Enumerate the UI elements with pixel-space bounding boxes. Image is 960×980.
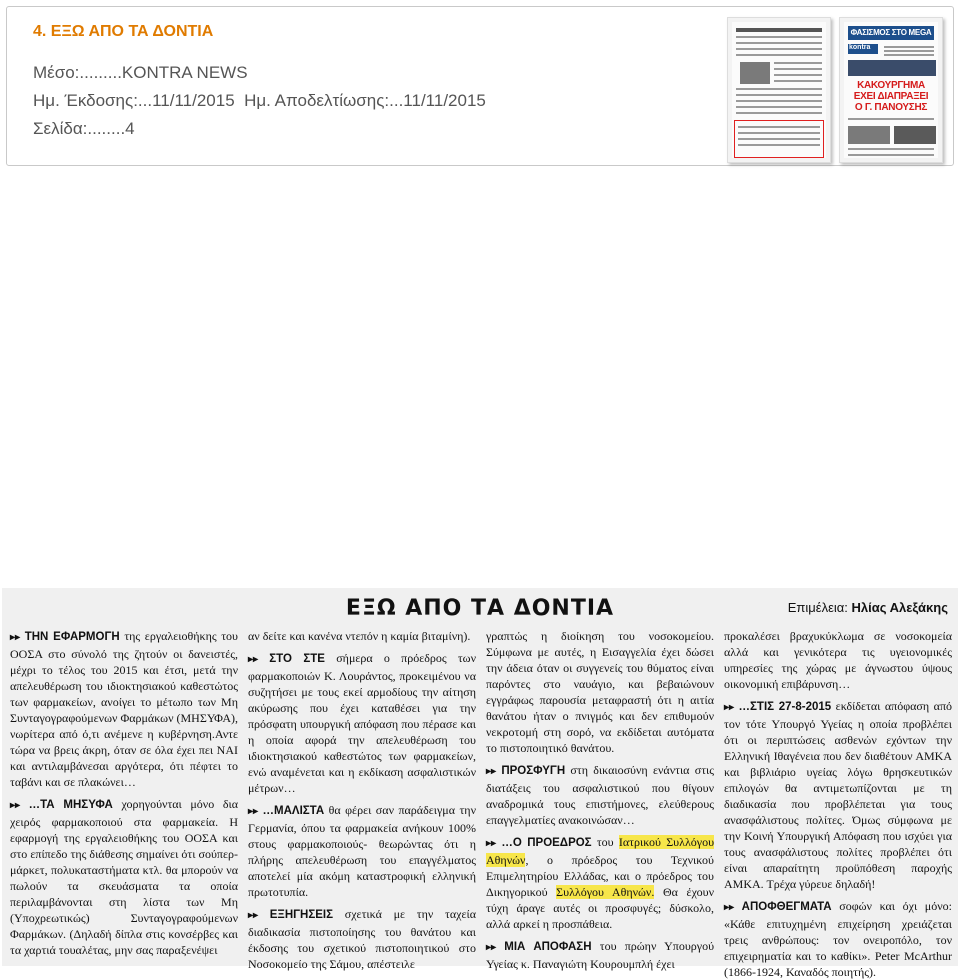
clipping-info-card (6, 6, 954, 166)
paragraph-lead: …Ο ΠΡΟΕΔΡΟΣ (501, 837, 592, 849)
article-title: 4. ΕΞΩ ΑΠΟ ΤΑ ΔΟΝΤΙΑ (33, 23, 214, 40)
page-thumbnail-image (732, 22, 826, 158)
paragraph (724, 898, 952, 980)
paragraph-lead: …ΜΑΛΙΣΤΑ (262, 805, 325, 817)
paragraph-lead: ΕΞΗΓΗΣΕΙΣ (269, 909, 334, 921)
paragraph (10, 628, 238, 790)
paragraph-lead: ΠΡΟΣΦΥΓΗ (501, 765, 566, 777)
paragraph-lead: ΜΙΑ ΑΠΟΦΑΣΗ (504, 941, 592, 953)
bullet-arrow-icon: ▸▸ (10, 632, 21, 643)
page-number: Σελίδα:........4 (33, 119, 135, 138)
paragraph (486, 628, 714, 756)
bullet-arrow-icon: ▸▸ (486, 838, 497, 849)
paragraph-text: σχετικά με την ταχεία διαδικασία πιστοποίησης του θανάτου και έκδοσης του σχετικού πιστοποιητικού στο Νοσοκομείο της Σάμου, απέστειλε (248, 907, 476, 971)
front-page-headline (848, 80, 934, 113)
front-page-thumbnail[interactable] (839, 17, 943, 163)
front-page-masthead: ΦΑΣΙΣΜΟΣ ΣΤΟ MEGA (848, 26, 934, 40)
publication-dates: Ημ. Έκδοσης:...11/11/2015 Ημ. Αποδελτίωσης:...11/11/2015 (33, 91, 486, 110)
bullet-arrow-icon: ▸▸ (724, 902, 735, 913)
bullet-arrow-icon: ▸▸ (248, 654, 259, 665)
highlighted-keyword: Ιατρικού Συλλόγου Αθηνών (486, 835, 715, 867)
front-headline-line: ΕΧΕΙ ΔΙΑΠΡΑΞΕΙ (853, 91, 929, 102)
editor-label: Επιμέλεια: (787, 600, 848, 615)
paragraph-text: του (596, 835, 614, 849)
clipping-editor (788, 600, 948, 615)
paragraph (486, 762, 714, 828)
paragraph-lead: ΑΠΟΦΘΕΓΜΑΤΑ (741, 901, 832, 913)
page-thumbnail[interactable] (727, 17, 831, 163)
paragraph-text: , ο πρόεδρος του Τεχνικού Επιμελητηρίου Ελλάδας, και ο πρόεδρος του Δικηγορικού (486, 853, 714, 899)
paragraph (248, 650, 476, 796)
paragraph (248, 906, 476, 972)
paragraph-text: χορηγούνται μόνο δια χειρός φαρμακοποιού στα φαρμακεία. Η εφαρμογή της εργαλειοθήκης του ΟΟΣΑ και στο επίπεδο της διάθεσης σημαίνει ότι σούπερ-μάρκετ, πολυκαταστήματα κτλ. θα μπορούν να πωλούν τα σκευάσματα τα οποία περιλαμβάνονται στη λίστα των Μη (Υποχρεωτικώς) Συνταγογραφούμενων Φαρμάκων. (Δηλαδή δίπλα στις κονσέρβες και τα χαρτιά τουαλέτας, μην σας παραξενέψει (10, 797, 238, 957)
front-page-image (844, 22, 938, 158)
clipping-title: ΕΞΩ ΑΠΟ ΤΑ ΔΟΝΤΙΑ (345, 596, 615, 621)
paragraph (248, 628, 476, 644)
bullet-arrow-icon: ▸▸ (486, 766, 497, 777)
paragraph (724, 628, 952, 692)
paragraph-text: σήμερα ο πρόεδρος των φαρμακοποιών Κ. Λουράντος, προκειμένου να συζητήσει με τους εκεί αρμοδίους την αίτηση ακύρωσης που έχει καταθέσει για την πρόσφατη υπουργική απόφαση που πέρασε και η οποία αφορά την απελευθέρωση του ιδιοκτησιακού καθεστώτος των φαρμακείων, ενώ αναμένεται και η εκδίκαση ασφαλιστικών μέτρων… (248, 651, 477, 795)
paragraph (10, 796, 238, 958)
paragraph (724, 698, 952, 892)
front-headline-line: ΚΑΚΟΥΡΓΗΜΑ (857, 80, 925, 91)
media-source: Μέσο:.........KONTRA NEWS (33, 63, 248, 82)
paragraph-text: θα φέρει σαν παράδειγμα την Γερμανία, όπου τα φαρμακεία ανήκουν 100% στους φαρμακοποιούς- θεωρώντας ότι η πλήρης απελευθέρωση του επαγγέλματος αποτελεί μία ακόμη καταστροφική ελληνική πρωτοτυπία. (248, 803, 477, 899)
bullet-arrow-icon: ▸▸ (248, 806, 259, 817)
clipping-column-4 (724, 628, 952, 980)
paragraph-lead: …ΤΑ ΜΗΣΥΦΑ (28, 799, 113, 811)
clipping-column-2 (248, 628, 476, 972)
paragraph (486, 834, 714, 932)
paragraph-text: Θα έχουν τύχη άραγε αυτές οι προσφυγές; δύσκολο, αλλά αρκεί η προσπάθεια. (486, 885, 715, 931)
bullet-arrow-icon: ▸▸ (10, 800, 21, 811)
paragraph-text: γραπτώς η διοίκηση του νοσοκομείου. Σύμφωνα με αυτές, η Εισαγγελία έχει δώσει την άδεια όταν οι συγγενείς του θύματος είναι παρόντες στο ναυάγιο, και βεβαιώνουν εγγράφως παρουσία μεταφραστή ότι η αιτία θανάτου ήταν ο πνιγμός και δεν επιθυμούν νεκροτομή στη σορό, να εκδίδεται αυτόματα το πιστοποιητικό θανάτου. (486, 629, 714, 755)
paragraph-text: του πρώην Υπουργού Υγείας κ. Παναγιώτη Κουρουμπλή έχει (486, 939, 715, 971)
paragraph-text: αν δείτε και κανένα ντεπόν η καμία βιταμίνη). (248, 629, 471, 643)
paragraph-lead: …ΣΤΙΣ 27-8-2015 (738, 701, 832, 713)
paragraph-text: της εργαλειοθήκης του ΟΟΣΑ στο σύνολό της ζητούν οι δανειστές, μέχρι το τέλος του 2015 και έτσι, μετά την απελευθέρωση του ιδιοκτησιακού καθεστώτος των φαρμακείων, ανοίγει το μέτωπο των Μη Συνταγογραφούμενων Φαρμάκων (ΜΗΣΥΦΑ), νωρίτερα από ό,τι ανέμενε η κυβέρνηση.Αντε τώρα να βρεις άκρη, όταν σε όλα έχει πει ΝΑΙ και αντιλαμβάνεσαι αργότερα, ότι πέφτει το ταβάνι και σε πλακώνει… (10, 629, 238, 789)
newspaper-clipping (2, 588, 958, 979)
bullet-arrow-icon: ▸▸ (486, 942, 497, 953)
paragraph (248, 802, 476, 900)
paragraph-lead: ΤΗΝ ΕΦΑΡΜΟΓΗ (24, 631, 120, 643)
paragraph-text: σοφών και όχι μόνο: «Κάθε επιτυχημένη επιχείρηση χρειάζεται τρεις ανθρώπους: τον ονειροπόλο, τον επιχειρηματία και το καθίκι». Peter McArthur (1866-1924, Καναδός ποιητής). (724, 899, 953, 979)
paragraph (486, 938, 714, 972)
clipping-column-1 (10, 628, 238, 958)
paragraph-text: εκδίδεται απόφαση από τον τότε Υπουργό Υγείας η οποία προβλέπει ότι οι περιπτώσεις ασθενών εχόντων την Ελληνική Ιθαγένεια που δεν διαθέτουν ΑΜΚΑ και βιβλιάριο υγείας λόγω θρησκευτικών επιλογών θα αντιμετωπίζονται με τη διαδικασία που προβλέπεται για τους ανασφάλιστους πολίτες. Όμως σύμφωνα με την Κοινή Υπουργική Απόφαση που ισχύει για τους ανασφάλιστους πολίτες προβλέπει ότι είναι απαραίτητη προϋπόθεση παροχής ΑΜΚΑ. Τρέχα γύρευε δηλαδή! (724, 699, 953, 891)
highlighted-keyword: Συλλόγου Αθηνών. (556, 885, 655, 899)
bullet-arrow-icon: ▸▸ (724, 702, 735, 713)
paragraph-lead: ΣΤΟ ΣΤΕ (269, 653, 325, 665)
paragraph-text: στη δικαιοσύνη ενάντια στις διατάξεις του ασφαλιστικού που θίγουν αναδρομικά τους επιστήμονες, ελεύθερους επαγγελματίες ανακοινώσαν… (486, 763, 715, 827)
editor-name: Ηλίας Αλεξάκης (851, 600, 948, 615)
clipping-column-3 (486, 628, 714, 972)
front-page-logo: kontra (849, 44, 871, 51)
front-headline-line: Ο Γ. ΠΑΝΟΥΣΗΣ (854, 102, 928, 113)
bullet-arrow-icon: ▸▸ (248, 910, 259, 921)
paragraph-text: προκαλέσει βραχυκύκλωμα σε νοσοκομεία αλλά και γενικότερα τις υγειονομικές υπηρεσίες της χώρας με άγνωστου ύψους οικονομική επιβάρυνση… (724, 629, 952, 691)
